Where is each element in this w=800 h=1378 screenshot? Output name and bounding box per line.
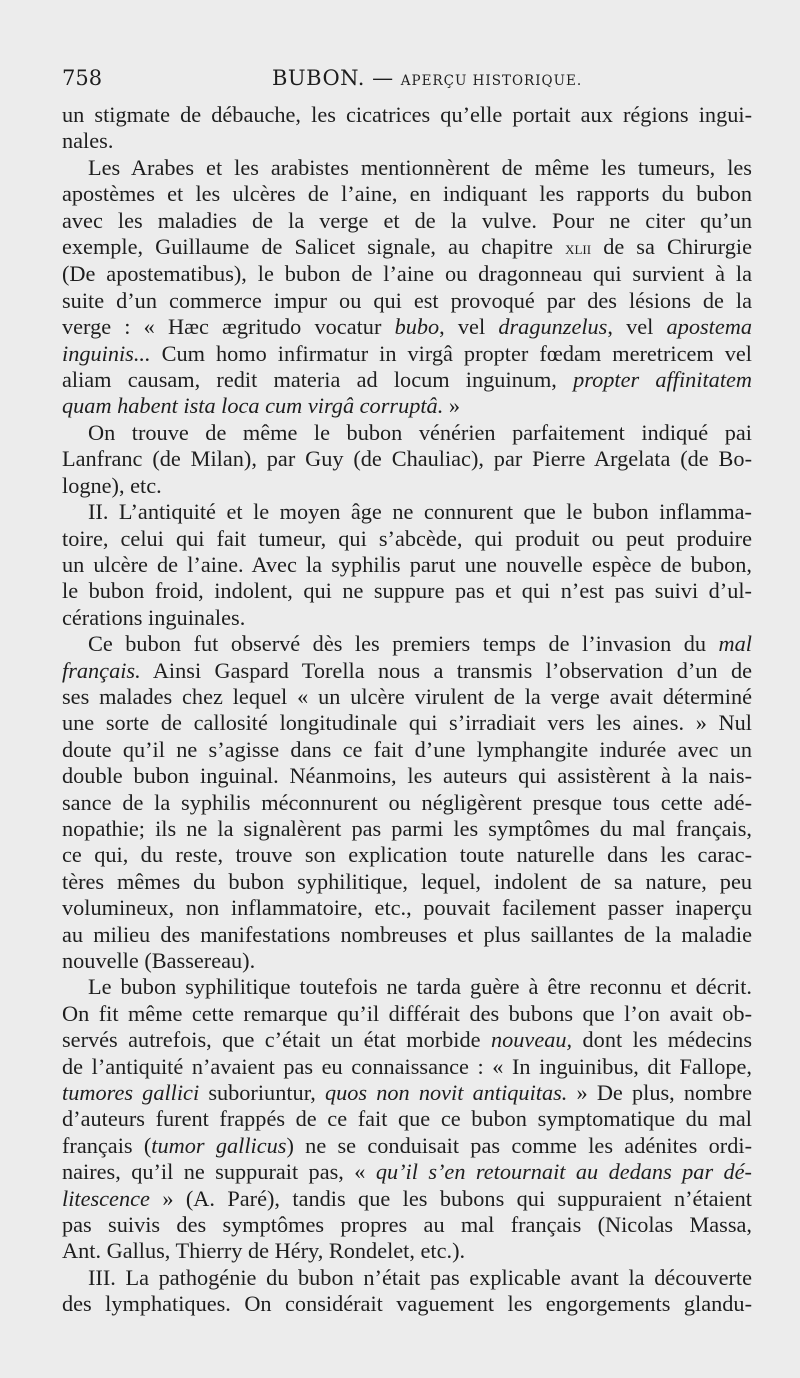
- text-line: avec les maladies de la verge et de la vulve. Pour ne citer qu’un: [62, 207, 752, 233]
- text-line: de l’antiquité n’avaient pas eu connaissance : « In inguinibus, dit Fallope,: [62, 1053, 752, 1079]
- text-segment: , vel: [607, 314, 654, 340]
- text-line: III. La pathogénie du bubon n’était pas explicable avant la découverte: [88, 1264, 752, 1290]
- text-line: Lanfranc (de Milan), par Guy (de Chauliac), par Pierre Argelata (de Bo-: [62, 446, 752, 472]
- header-title: BUBON.: [272, 66, 365, 90]
- text-line: nales.: [62, 128, 114, 154]
- text-line: au milieu des manifestations nombreuses et plus saillantes de la maladie: [62, 921, 752, 947]
- text-line: double bubon inguinal. Néanmoins, les auteurs qui assistèrent à la nais-: [62, 763, 752, 789]
- text-segment: suboriuntur,: [208, 1080, 316, 1106]
- text-segment: ) ne se conduisait pas comme les adénites ordi-: [286, 1132, 752, 1158]
- italic-term: tumores gallici: [62, 1080, 200, 1106]
- text-segment: servés autrefois, que c’était un état morbide: [62, 1027, 481, 1053]
- text-segment: français (: [62, 1132, 152, 1158]
- page-number: 758: [62, 66, 103, 90]
- text-line: On trouve de même le bubon vénérien parfaitement indiqué pai: [88, 419, 752, 445]
- text-line: un ulcère de l’aine. Avec la syphilis parut une nouvelle espèce de bubon,: [62, 551, 752, 577]
- text-line: [62, 631, 752, 657]
- italic-term: propter affinitatem: [573, 367, 753, 393]
- text-line: [62, 367, 752, 393]
- text-segment: de sa Chirurgie: [603, 234, 753, 260]
- text-segment: Ainsi Gaspard Torella nous a transmis l’observation d’un de: [152, 657, 752, 683]
- text-line: tères mêmes du bubon syphilitique, lequel, indolent de sa nature, peu: [62, 868, 752, 894]
- text-line: sance de la syphilis méconnurent ou négligèrent presque tous cette adé-: [62, 789, 752, 815]
- text-line: suite d’un commerce impur ou qui est provoqué par des lésions de la: [62, 287, 752, 313]
- text-line: On fit même cette remarque qu’il différait des bubons que l’on avait ob-: [62, 1000, 752, 1026]
- text-line: II. L’antiquité et le moyen âge ne connurent que le bubon inflamma-: [88, 499, 752, 525]
- text-line: un stigmate de débauche, les cicatrices qu’elle portait aux régions ingui-: [62, 102, 752, 127]
- italic-term: inguinis...: [62, 340, 151, 366]
- text-segment: aliam causam, redit materia ad locum inguinum,: [62, 367, 557, 393]
- text-line: ce qui, du reste, trouve son explication toute naturelle dans les carac-: [62, 842, 752, 868]
- running-title: [272, 66, 582, 90]
- italic-term: mal: [718, 631, 752, 657]
- text-line: nopathie; ils ne la signalèrent pas parmi les symptômes du mal français,: [62, 815, 752, 841]
- italic-term: tumor gallicus: [151, 1132, 287, 1158]
- italic-term: litescence: [62, 1185, 150, 1211]
- text-segment: , vel: [439, 314, 486, 340]
- text-line: logne), etc.: [62, 472, 162, 498]
- italic-term: nouveau,: [490, 1027, 573, 1053]
- italic-term: bubo: [394, 314, 440, 340]
- text-line: nouvelle (Bassereau).: [62, 948, 256, 973]
- text-segment: naires, qu’il ne suppurait pas, «: [62, 1159, 366, 1185]
- text-line: (De apostematibus), le bubon de l’aine ou dragonneau qui survient à la: [62, 261, 752, 287]
- text-segment: Cum homo infirmatur in virgâ propter fœdam meretricem vel: [161, 340, 753, 366]
- text-line: [62, 341, 752, 367]
- text-line: cérations inguinales.: [62, 604, 246, 630]
- text-line: [62, 1027, 752, 1053]
- text-line: [62, 1080, 752, 1106]
- text-line: [62, 1186, 752, 1212]
- text-line: ses malades chez lequel « un ulcère virulent de la verge avait déterminé: [62, 683, 752, 709]
- running-header: [62, 66, 760, 96]
- text-segment: verge : « Hæc ægritudo vocatur: [62, 314, 382, 340]
- text-line: [62, 1159, 752, 1185]
- text-line: Ant. Gallus, Thierry de Héry, Rondelet, etc.).: [62, 1238, 466, 1264]
- header-dash: —: [372, 66, 394, 90]
- text-line: une sorte de callosité longitudinale qui s’irradiait vers les aines. » Nul: [62, 710, 752, 736]
- text-line: [62, 393, 752, 419]
- italic-term: quam habent ista loca cum virgâ corruptâ.: [62, 393, 444, 419]
- text-line: Les Arabes et les arabistes mentionnèrent de même les tumeurs, les: [88, 154, 752, 180]
- text-segment: »: [448, 393, 461, 419]
- text-line: [62, 1133, 752, 1159]
- text-line: [62, 234, 752, 261]
- italic-term: qu’il s’en retournait au dedans par dé-: [375, 1159, 752, 1185]
- text-line: pas suivis des symptômes propres au mal français (Nicolas Massa,: [62, 1212, 752, 1238]
- italic-term: dragunzelus: [498, 314, 608, 340]
- text-line: d’auteurs furent frappés de ce fait que ce bubon symptomatique du mal: [62, 1106, 752, 1132]
- text-segment: » De plus, nombre: [576, 1080, 752, 1106]
- text-line: des lymphatiques. On considérait vaguement les engorgements glandu-: [62, 1291, 752, 1317]
- text-line: [62, 314, 752, 340]
- text-line: [62, 658, 752, 684]
- text-line: apostèmes et les ulcères de l’aine, en indiquant les rapports du bubon: [62, 181, 752, 207]
- text-segment: exemple, Guillaume de Salicet signale, au chapitre: [62, 234, 553, 260]
- body-text: [62, 102, 752, 1318]
- text-line: doute qu’il ne s’agisse dans ce fait d’une lymphangite indurée avec un: [62, 736, 752, 762]
- text-segment: dont les médecins: [582, 1027, 752, 1053]
- roman-numeral: xlii: [565, 238, 592, 259]
- text-line: Le bubon syphilitique toutefois ne tarda guère à être reconnu et décrit.: [88, 974, 752, 1000]
- header-subtitle: APERÇU HISTORIQUE.: [400, 73, 583, 89]
- text-segment: » (A. Paré), tandis que les bubons qui suppuraient n’étaient: [162, 1185, 752, 1211]
- text-line: volumineux, non inflammatoire, etc., pouvait facilement passer inaperçu: [62, 895, 752, 921]
- text-line: le bubon froid, indolent, qui ne suppure pas et qui n’est pas suivi d’ul-: [62, 578, 752, 604]
- italic-term: français.: [62, 657, 141, 683]
- text-line: toire, celui qui fait tumeur, qui s’abcède, qui produit ou peut produire: [62, 525, 752, 551]
- italic-term: apostema: [666, 314, 753, 340]
- italic-term: quos non novit antiquitas.: [324, 1080, 568, 1106]
- text-segment: Ce bubon fut observé dès les premiers temps de l’invasion du: [88, 631, 707, 657]
